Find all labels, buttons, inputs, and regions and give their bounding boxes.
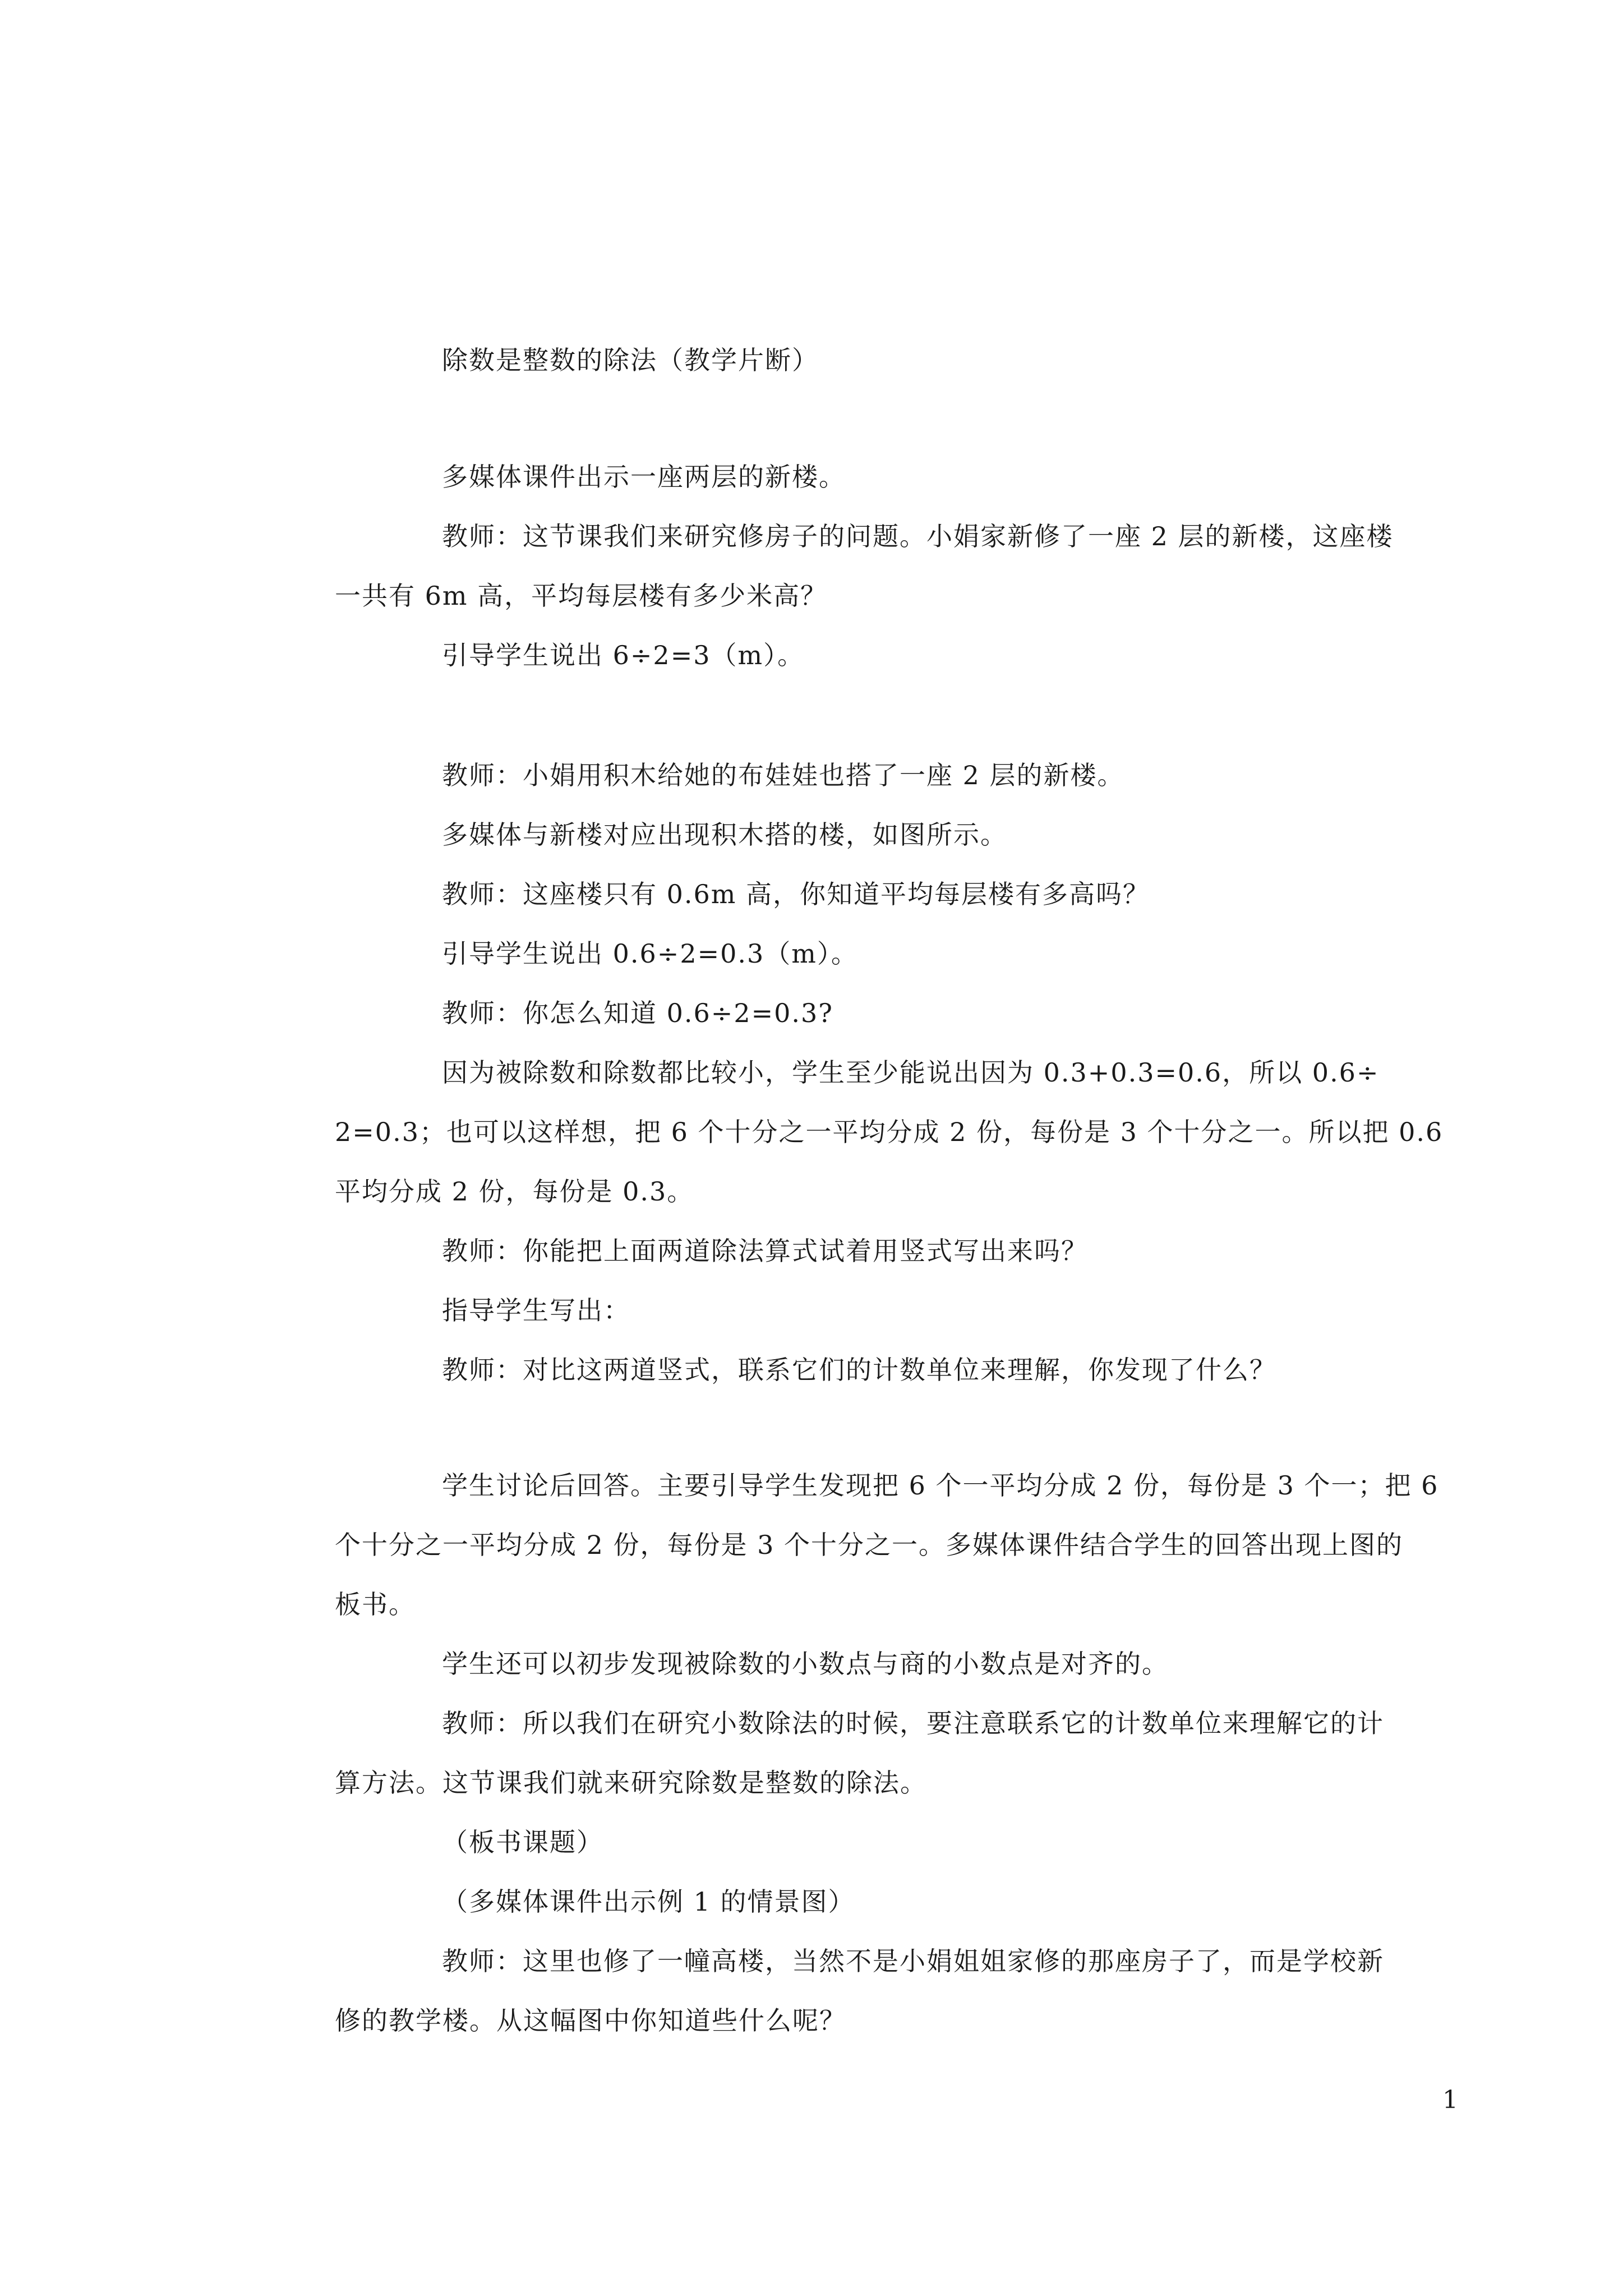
paragraph-line: 教师：这里也修了一幢高楼，当然不是小娟姐姐家修的那座房子了，而是学校新 — [442, 1946, 1384, 1976]
paragraph-line: 引导学生说出 0.6÷2=0.3（m）。 — [442, 938, 858, 969]
paragraph-line: 算方法。这节课我们就来研究除数是整数的除法。 — [335, 1768, 927, 1798]
paragraph-line: （板书课题） — [442, 1827, 603, 1857]
paragraph-line: 教师：这节课我们来研究修房子的问题。小娟家新修了一座 2 层的新楼，这座楼 — [442, 521, 1394, 551]
paragraph-line: 平均分成 2 份，每份是 0.3。 — [335, 1176, 694, 1207]
paragraph-line: 多媒体与新楼对应出现积木搭的楼，如图所示。 — [442, 820, 1007, 850]
paragraph-line: 2=0.3；也可以这样想，把 6 个十分之一平均分成 2 份，每份是 3 个十分之一。所以把 0.6 — [335, 1117, 1444, 1147]
paragraph-line: 教师：所以我们在研究小数除法的时候，要注意联系它的计数单位来理解它的计 — [442, 1708, 1384, 1738]
paragraph-line: 教师：你怎么知道 0.6÷2=0.3? — [442, 998, 833, 1028]
paragraph-line: 板书。 — [335, 1589, 416, 1619]
paragraph-line: 指导学生写出： — [442, 1295, 630, 1326]
paragraph-line: 教师：对比这两道竖式，联系它们的计数单位来理解，你发现了什么？ — [442, 1355, 1276, 1385]
paragraph-line: 教师：你能把上面两道除法算式试着用竖式写出来吗？ — [442, 1236, 1088, 1266]
paragraph-line: 因为被除数和除数都比较小，学生至少能说出因为 0.3+0.3=0.6，所以 0.6÷ — [442, 1057, 1380, 1088]
paragraph-line: 引导学生说出 6÷2=3（m）。 — [442, 640, 805, 670]
paragraph-line: 教师：小娟用积木给她的布娃娃也搭了一座 2 层的新楼。 — [442, 760, 1124, 790]
page-number: 1 — [1442, 2086, 1458, 2114]
paragraph-line: 修的教学楼。从这幅图中你知道些什么呢？ — [335, 2005, 846, 2036]
paragraph-line: 学生讨论后回答。主要引导学生发现把 6 个一平均分成 2 份，每份是 3 个一；把 6 — [442, 1470, 1439, 1501]
document-title: 除数是整数的除法（教学片断） — [442, 345, 819, 375]
paragraph-line: （多媒体课件出示例 1 的情景图） — [442, 1887, 855, 1917]
paragraph-line: 学生还可以初步发现被除数的小数点与商的小数点是对齐的。 — [442, 1649, 1169, 1679]
paragraph-line: 个十分之一平均分成 2 份，每份是 3 个十分之一。多媒体课件结合学生的回答出现上图的 — [335, 1530, 1404, 1560]
paragraph-line: 教师：这座楼只有 0.6m 高，你知道平均每层楼有多高吗？ — [442, 879, 1150, 909]
paragraph-line: 多媒体课件出示一座两层的新楼。 — [442, 462, 846, 492]
paragraph-line: 一共有 6m 高，平均每层楼有多少米高？ — [335, 581, 828, 611]
